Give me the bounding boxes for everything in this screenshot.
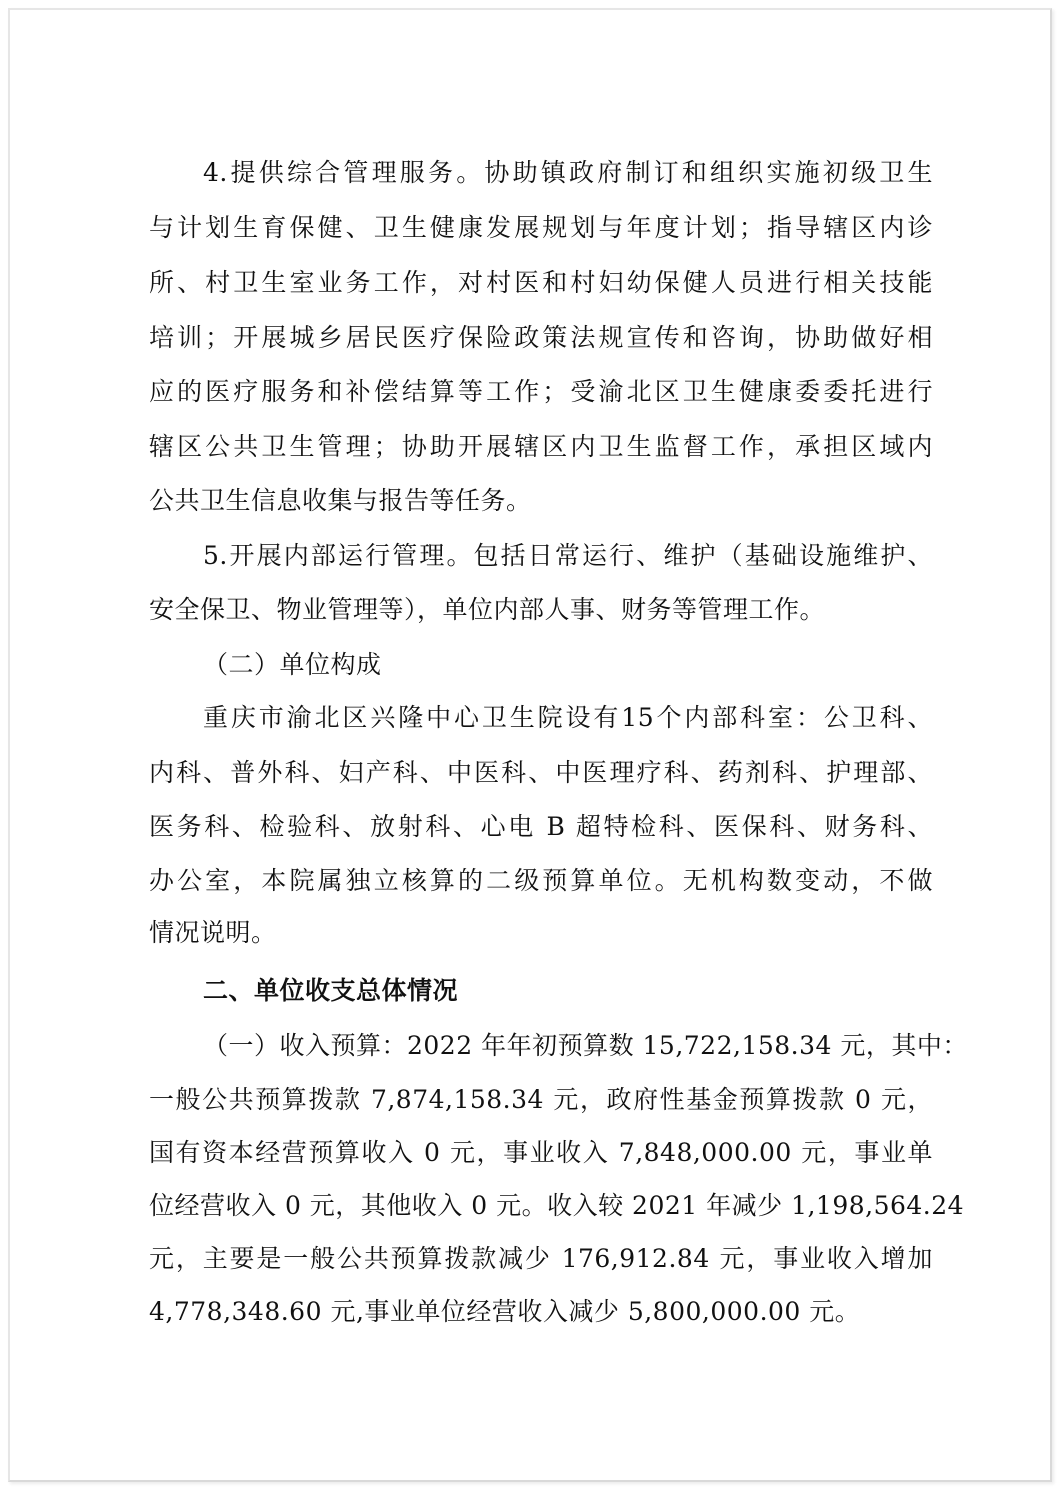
unit-composition-line-4: 办公室，本院属独立核算的二级预算单位。无机构数变动，不做	[149, 866, 933, 895]
income-budget-line-2: 一般公共预算拨款 7,874,158.34 元，政府性基金预算拨款 0 元，	[149, 1085, 933, 1114]
paragraph-4-line-4: 培训；开展城乡居民医疗保险政策法规宣传和咨询，协助做好相	[149, 323, 933, 352]
unit-composition-line-1: 重庆市渝北区兴隆中心卫生院设有15个内部科室：公卫科、	[203, 703, 933, 732]
section-2-heading: 二、单位收支总体情况	[203, 976, 459, 1005]
unit-composition-line-5: 情况说明。	[149, 918, 277, 947]
paragraph-4-line-5: 应的医疗服务和补偿结算等工作；受渝北区卫生健康委委托进行	[149, 377, 933, 406]
income-budget-line-4: 位经营收入 0 元，其他收入 0 元。收入较 2021 年减少 1,198,564.24	[149, 1191, 965, 1220]
paragraph-4-line-6: 辖区公共卫生管理；协助开展辖区内卫生监督工作，承担区域内	[149, 432, 933, 461]
section-unit-composition-heading: （二）单位构成	[203, 650, 382, 679]
unit-composition-line-3: 医务科、检验科、放射科、心电 B 超特检科、医保科、财务科、	[149, 812, 933, 841]
paragraph-4-line-1: 4.提供综合管理服务。协助镇政府制订和组织实施初级卫生	[203, 158, 933, 187]
paragraph-5-line-2: 安全保卫、物业管理等），单位内部人事、财务等管理工作。	[149, 595, 826, 624]
paragraph-5-line-1: 5.开展内部运行管理。包括日常运行、维护（基础设施维护、	[203, 541, 933, 570]
document-page	[8, 8, 1052, 1482]
paragraph-4-line-3: 所、村卫生室业务工作，对村医和村妇幼保健人员进行相关技能	[149, 268, 933, 297]
income-budget-line-1: （一）收入预算：2022 年年初预算数 15,722,158.34 元，其中：	[203, 1031, 968, 1060]
income-budget-line-5: 元，主要是一般公共预算拨款减少 176,912.84 元，事业收入增加	[149, 1244, 933, 1273]
paragraph-4-line-2: 与计划生育保健、卫生健康发展规划与年度计划；指导辖区内诊	[149, 213, 933, 242]
income-budget-line-3: 国有资本经营预算收入 0 元，事业收入 7,848,000.00 元，事业单	[149, 1138, 933, 1167]
income-budget-line-6: 4,778,348.60 元,事业单位经营收入减少 5,800,000.00 元。	[149, 1297, 861, 1326]
paragraph-4-line-7: 公共卫生信息收集与报告等任务。	[149, 486, 532, 515]
unit-composition-line-2: 内科、普外科、妇产科、中医科、中医理疗科、药剂科、护理部、	[149, 758, 933, 787]
